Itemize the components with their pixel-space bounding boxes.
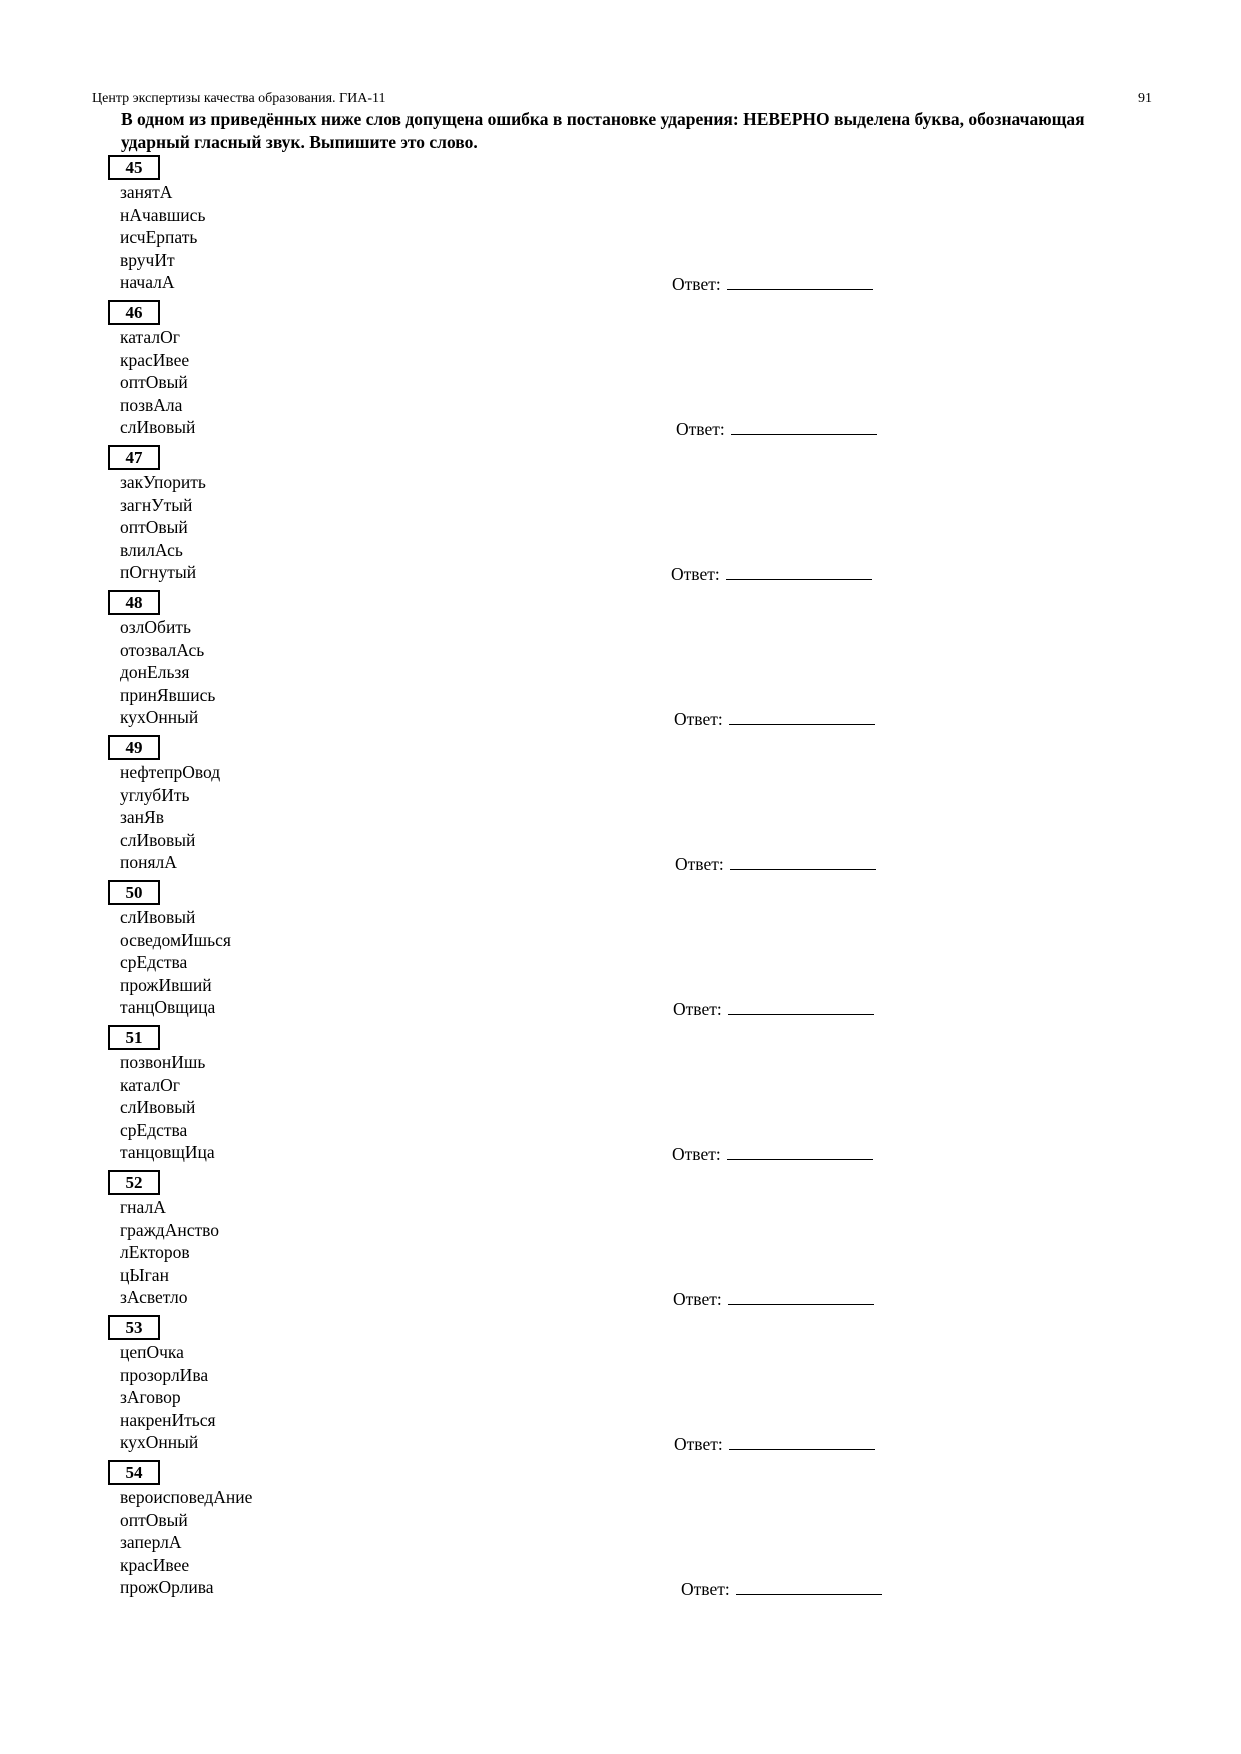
word-options	[120, 326, 195, 439]
answer-block	[671, 561, 872, 585]
answer-block	[674, 706, 875, 730]
task-number: 49	[108, 735, 160, 760]
answer-field[interactable]	[728, 1286, 874, 1305]
task-number: 53	[108, 1315, 160, 1340]
task-47	[108, 445, 928, 585]
answer-label: Ответ:	[673, 1289, 722, 1309]
word-option: нАчавшись	[120, 204, 206, 225]
task-49	[108, 735, 928, 875]
word-option: прожОрлива	[120, 1577, 214, 1597]
word-option: прозорлИва	[120, 1364, 209, 1385]
word-option: понялА	[120, 852, 177, 872]
word-option: оптОвый	[120, 1509, 188, 1530]
task-number: 50	[108, 880, 160, 905]
word-options	[120, 1196, 219, 1309]
word-options	[120, 906, 231, 1019]
task-46	[108, 300, 928, 440]
word-option: влилАсь	[120, 539, 183, 560]
answer-block	[673, 1286, 874, 1310]
word-option: озлОбить	[120, 617, 191, 637]
task-instruction: В одном из приведённых ниже слов допущена ошибка в постановке ударения: НЕВЕРНО выделена буква, обозначающая ударный гласный звук. Выпишите это слово.	[121, 109, 1085, 152]
task-number: 54	[108, 1460, 160, 1485]
answer-field[interactable]	[727, 271, 873, 290]
word-option: накренИться	[120, 1409, 216, 1430]
word-option: кухОнный	[120, 1432, 199, 1452]
answer-label: Ответ:	[672, 274, 721, 294]
word-option: позвонИшь	[120, 1052, 206, 1072]
word-option: кухОнный	[120, 707, 199, 727]
word-option: вручИт	[120, 249, 175, 270]
word-options	[120, 1051, 215, 1164]
word-option: слИвовый	[120, 1097, 196, 1117]
answer-field[interactable]	[731, 416, 877, 435]
word-option: донЕльзя	[120, 662, 190, 682]
word-option: пОгнутый	[120, 562, 197, 582]
answer-label: Ответ:	[681, 1579, 730, 1599]
word-option: заперлА	[120, 1532, 182, 1552]
task-54	[108, 1460, 928, 1600]
task-number: 51	[108, 1025, 160, 1050]
word-option: отозвалАсь	[120, 639, 205, 660]
task-number: 52	[108, 1170, 160, 1195]
word-option: граждАнство	[120, 1219, 220, 1240]
word-option: углубИть	[120, 784, 190, 805]
answer-field[interactable]	[726, 561, 872, 580]
word-option: закУпорить	[120, 472, 206, 492]
answer-field[interactable]	[729, 1431, 875, 1450]
answer-label: Ответ:	[674, 709, 723, 729]
task-52	[108, 1170, 928, 1310]
word-option: исчЕрпать	[120, 227, 198, 247]
word-options	[120, 181, 205, 294]
word-option: оптОвый	[120, 517, 188, 537]
answer-block	[674, 1431, 875, 1455]
answer-field[interactable]	[730, 851, 876, 870]
word-option: цЫган	[120, 1264, 169, 1285]
task-50	[108, 880, 928, 1020]
answer-field[interactable]	[728, 996, 874, 1015]
answer-label: Ответ:	[673, 999, 722, 1019]
word-options	[120, 616, 215, 729]
task-number: 45	[108, 155, 160, 180]
page-header	[92, 90, 1152, 110]
word-options	[120, 1341, 216, 1454]
word-option: слИвовый	[120, 829, 196, 850]
word-option: принЯвшись	[120, 684, 216, 705]
word-option: каталОг	[120, 1074, 180, 1095]
word-option: слИвовый	[120, 417, 196, 437]
word-option: красИвее	[120, 349, 190, 370]
page-number: 91	[1138, 91, 1152, 106]
answer-block	[676, 416, 877, 440]
answer-block	[672, 1141, 873, 1165]
word-option: занЯв	[120, 807, 164, 827]
answer-label: Ответ:	[676, 419, 725, 439]
word-option: осведомИшься	[120, 929, 231, 950]
word-option: загнУтый	[120, 494, 193, 515]
task-48	[108, 590, 928, 730]
word-option: оптОвый	[120, 372, 188, 392]
word-option: занятА	[120, 182, 173, 202]
task-number: 47	[108, 445, 160, 470]
word-options	[120, 761, 220, 874]
task-number: 48	[108, 590, 160, 615]
word-option: позвАла	[120, 394, 183, 415]
word-option: нефтепрОвод	[120, 762, 221, 782]
answer-block	[673, 996, 874, 1020]
answer-label: Ответ:	[675, 854, 724, 874]
word-option: зАговор	[120, 1387, 181, 1407]
task-45	[108, 155, 928, 295]
word-option: каталОг	[120, 327, 180, 347]
word-option: срЕдства	[120, 1119, 188, 1140]
answer-field[interactable]	[727, 1141, 873, 1160]
word-option: прожИвший	[120, 974, 212, 995]
word-option: красИвее	[120, 1554, 190, 1575]
word-option: началА	[120, 272, 175, 292]
word-option: вероисповедАние	[120, 1487, 253, 1507]
answer-block	[675, 851, 876, 875]
word-option: зАсветло	[120, 1287, 188, 1307]
answer-block	[672, 271, 873, 295]
answer-block	[681, 1576, 882, 1600]
answer-field[interactable]	[736, 1576, 882, 1595]
task-51	[108, 1025, 928, 1165]
word-options	[120, 471, 206, 584]
answer-label: Ответ:	[674, 1434, 723, 1454]
answer-field[interactable]	[729, 706, 875, 725]
word-options	[120, 1486, 252, 1599]
word-option: гналА	[120, 1197, 166, 1217]
task-number: 46	[108, 300, 160, 325]
header-title: Центр экспертизы качества образования. ГИА-11	[92, 91, 386, 106]
word-option: слИвовый	[120, 907, 196, 927]
word-option: цепОчка	[120, 1342, 184, 1362]
task-53	[108, 1315, 928, 1455]
word-option: лЕкторов	[120, 1242, 190, 1262]
word-option: срЕдства	[120, 952, 188, 972]
word-option: танцОвщица	[120, 997, 216, 1017]
word-option: танцовщИца	[120, 1142, 215, 1162]
answer-label: Ответ:	[671, 564, 720, 584]
answer-label: Ответ:	[672, 1144, 721, 1164]
